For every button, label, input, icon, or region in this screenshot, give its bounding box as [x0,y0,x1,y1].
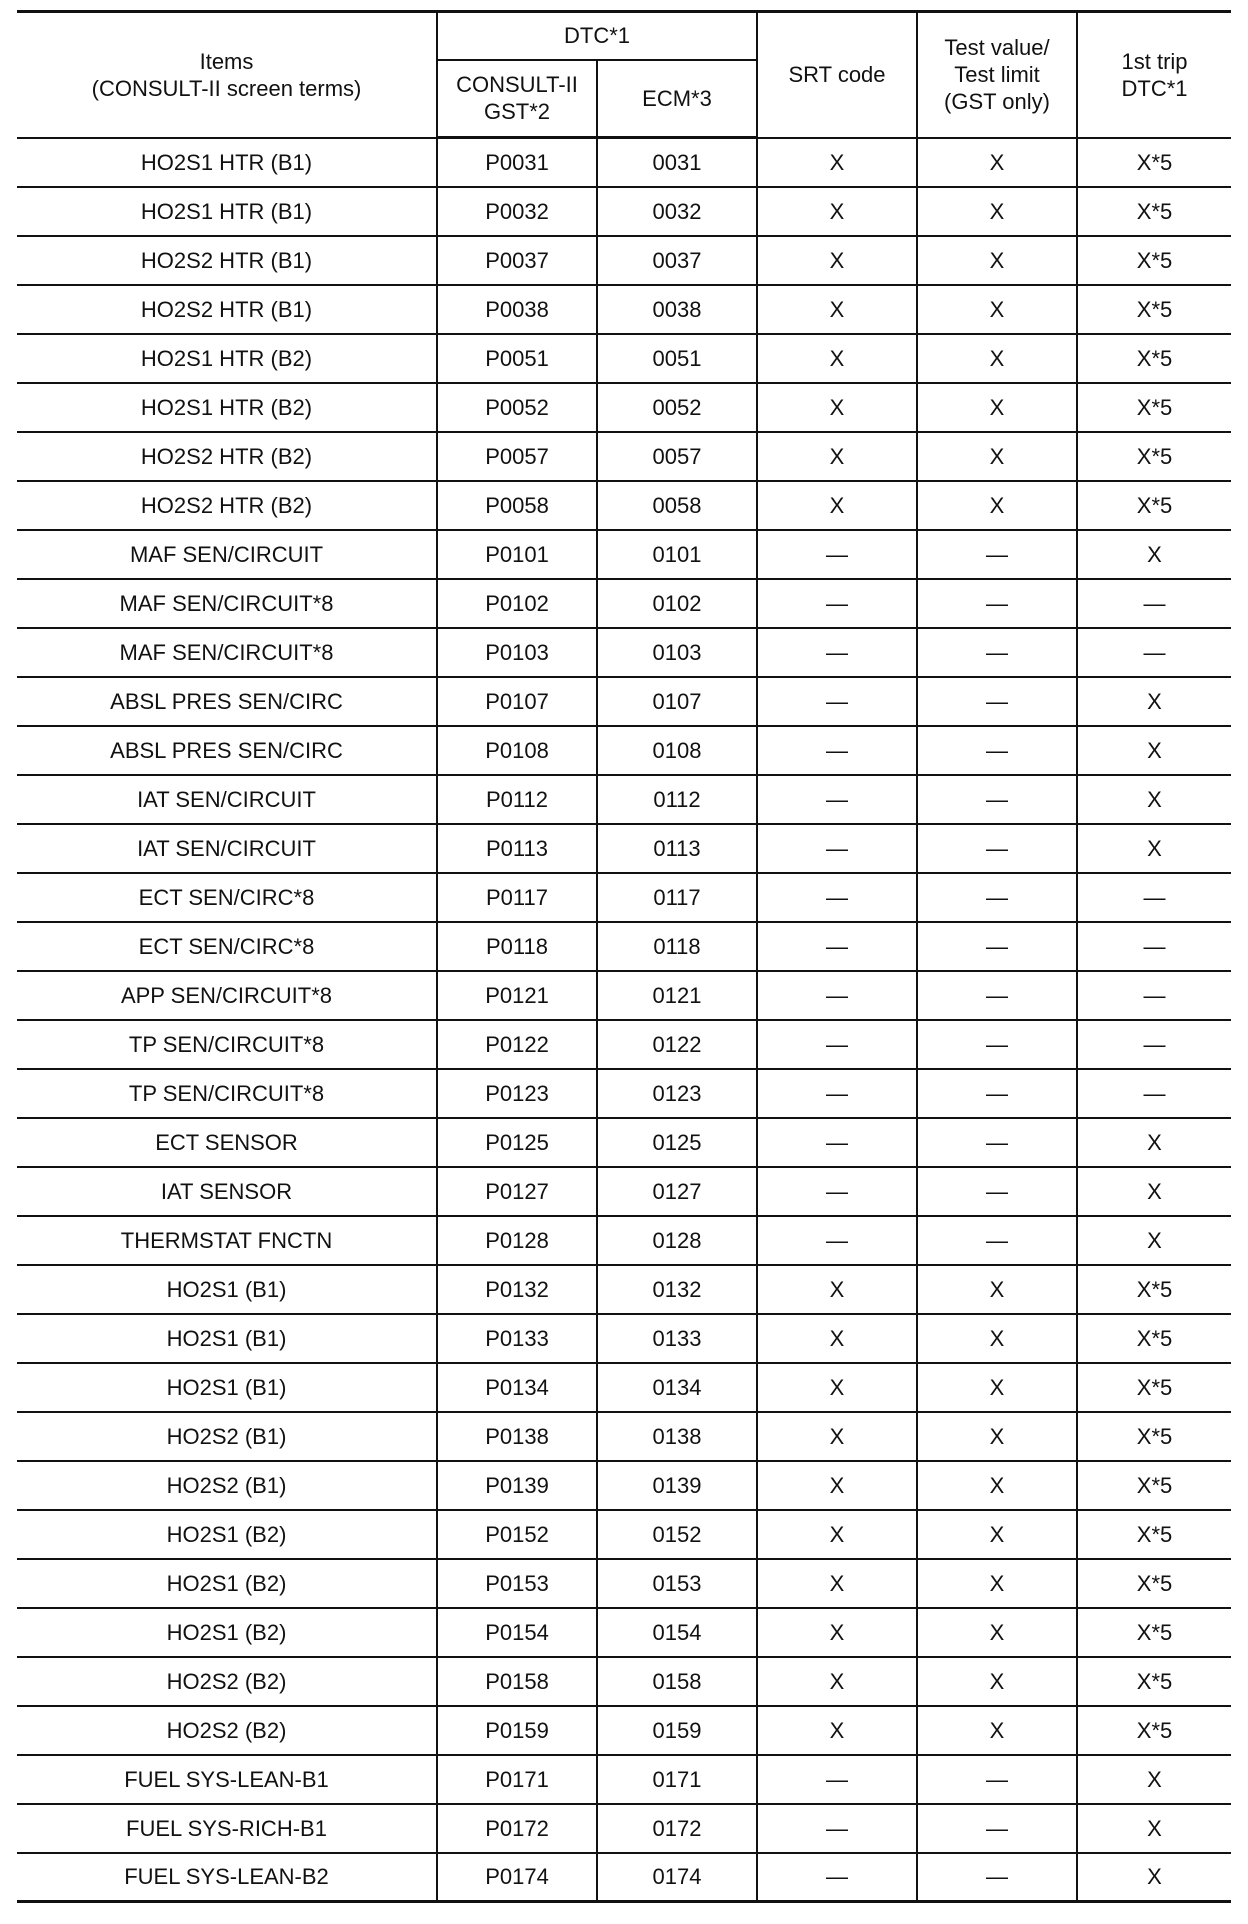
cell-first-trip: X*5 [1077,1510,1231,1559]
cell-consult-code: P0121 [437,971,597,1020]
header-items-line2: (CONSULT-II screen terms) [91,75,362,101]
cell-test-value: — [917,775,1077,824]
cell-item: IAT SENSOR [17,1167,437,1216]
cell-srt-code: X [757,236,917,285]
cell-consult-code: P0125 [437,1118,597,1167]
table-row [17,971,1231,1020]
table-row [17,1755,1231,1804]
table-row [17,1314,1231,1363]
cell-test-value: X [917,1461,1077,1510]
cell-consult-code: P0138 [437,1412,597,1461]
table-row [17,1706,1231,1755]
cell-ecm-code: 0037 [597,236,757,285]
table-row [17,432,1231,481]
cell-first-trip: X [1077,726,1231,775]
cell-test-value: X [917,187,1077,236]
cell-srt-code: X [757,334,917,383]
cell-item: HO2S1 (B1) [17,1265,437,1314]
cell-test-value: X [917,1314,1077,1363]
cell-test-value: — [917,1167,1077,1216]
cell-ecm-code: 0103 [597,628,757,677]
table-row [17,1265,1231,1314]
cell-first-trip: — [1077,971,1231,1020]
cell-first-trip: X*5 [1077,481,1231,530]
cell-ecm-code: 0152 [597,1510,757,1559]
cell-item: HO2S1 HTR (B2) [17,383,437,432]
table-row [17,1167,1231,1216]
cell-consult-code: P0103 [437,628,597,677]
cell-consult-code: P0174 [437,1853,597,1902]
cell-srt-code: — [757,1020,917,1069]
cell-srt-code: — [757,1216,917,1265]
cell-consult-code: P0112 [437,775,597,824]
cell-test-value: X [917,1657,1077,1706]
cell-test-value: — [917,530,1077,579]
cell-ecm-code: 0118 [597,922,757,971]
cell-item: HO2S2 (B2) [17,1657,437,1706]
table-row [17,824,1231,873]
cell-first-trip: X*5 [1077,285,1231,334]
cell-item: FUEL SYS-LEAN-B1 [17,1755,437,1804]
cell-item: HO2S1 (B1) [17,1314,437,1363]
cell-first-trip: X [1077,1167,1231,1216]
cell-item: HO2S1 (B1) [17,1363,437,1412]
cell-srt-code: X [757,1412,917,1461]
cell-first-trip: X [1077,530,1231,579]
cell-consult-code: P0101 [437,530,597,579]
cell-ecm-code: 0158 [597,1657,757,1706]
cell-ecm-code: 0123 [597,1069,757,1118]
cell-item: IAT SEN/CIRCUIT [17,775,437,824]
cell-first-trip: X [1077,1755,1231,1804]
cell-ecm-code: 0134 [597,1363,757,1412]
table-row [17,138,1231,187]
cell-srt-code: — [757,922,917,971]
cell-consult-code: P0032 [437,187,597,236]
cell-test-value: X [917,334,1077,383]
table-row [17,579,1231,628]
cell-item: HO2S1 (B2) [17,1608,437,1657]
cell-item: IAT SEN/CIRCUIT [17,824,437,873]
table-header [17,12,1231,138]
cell-srt-code: X [757,1265,917,1314]
cell-first-trip: X*5 [1077,432,1231,481]
header-consult-line2: GST*2 [483,99,551,125]
cell-first-trip: X [1077,1804,1231,1853]
cell-item: ECT SEN/CIRC*8 [17,922,437,971]
cell-consult-code: P0102 [437,579,597,628]
cell-first-trip: X [1077,824,1231,873]
cell-first-trip: — [1077,628,1231,677]
cell-first-trip: X [1077,1853,1231,1902]
cell-consult-code: P0153 [437,1559,597,1608]
cell-ecm-code: 0113 [597,824,757,873]
cell-srt-code: — [757,1804,917,1853]
header-test-line2: Test limit [954,62,1040,88]
cell-first-trip: X*5 [1077,1657,1231,1706]
cell-test-value: — [917,824,1077,873]
header-ecm: ECM*3 [597,60,757,138]
cell-test-value: X [917,1265,1077,1314]
table-row [17,775,1231,824]
cell-srt-code: X [757,187,917,236]
cell-ecm-code: 0112 [597,775,757,824]
cell-first-trip: X*5 [1077,1608,1231,1657]
cell-consult-code: P0037 [437,236,597,285]
cell-ecm-code: 0153 [597,1559,757,1608]
cell-srt-code: X [757,432,917,481]
cell-ecm-code: 0127 [597,1167,757,1216]
cell-first-trip: X*5 [1077,1314,1231,1363]
header-consult [437,60,597,138]
cell-test-value: — [917,677,1077,726]
table-row [17,236,1231,285]
cell-first-trip: X [1077,775,1231,824]
cell-test-value: X [917,1706,1077,1755]
table-body [17,138,1231,1902]
cell-test-value: X [917,138,1077,187]
cell-test-value: — [917,726,1077,775]
header-items [17,12,437,138]
cell-item: MAF SEN/CIRCUIT [17,530,437,579]
cell-srt-code: X [757,481,917,530]
cell-ecm-code: 0138 [597,1412,757,1461]
cell-first-trip: X [1077,677,1231,726]
table-row [17,530,1231,579]
cell-srt-code: — [757,775,917,824]
cell-srt-code: — [757,971,917,1020]
cell-srt-code: — [757,530,917,579]
cell-first-trip: X [1077,1216,1231,1265]
cell-consult-code: P0133 [437,1314,597,1363]
table-row [17,1216,1231,1265]
cell-test-value: — [917,628,1077,677]
cell-srt-code: — [757,579,917,628]
cell-test-value: X [917,432,1077,481]
table-row [17,383,1231,432]
cell-test-value: X [917,383,1077,432]
cell-item: MAF SEN/CIRCUIT*8 [17,628,437,677]
cell-consult-code: P0132 [437,1265,597,1314]
cell-srt-code: — [757,1853,917,1902]
cell-test-value: — [917,1069,1077,1118]
cell-item: APP SEN/CIRCUIT*8 [17,971,437,1020]
cell-consult-code: P0118 [437,922,597,971]
cell-ecm-code: 0159 [597,1706,757,1755]
cell-first-trip: X*5 [1077,1363,1231,1412]
cell-consult-code: P0128 [437,1216,597,1265]
cell-consult-code: P0172 [437,1804,597,1853]
cell-srt-code: — [757,726,917,775]
cell-consult-code: P0171 [437,1755,597,1804]
cell-item: HO2S2 (B1) [17,1412,437,1461]
cell-test-value: — [917,1020,1077,1069]
header-items-line1: Items [199,48,254,74]
cell-first-trip: X*5 [1077,187,1231,236]
cell-ecm-code: 0052 [597,383,757,432]
cell-test-value: — [917,579,1077,628]
cell-item: HO2S1 (B2) [17,1510,437,1559]
cell-consult-code: P0051 [437,334,597,383]
cell-item: TP SEN/CIRCUIT*8 [17,1069,437,1118]
cell-srt-code: X [757,138,917,187]
cell-first-trip: X*5 [1077,1461,1231,1510]
cell-ecm-code: 0032 [597,187,757,236]
header-trip-line2: DTC*1 [1121,75,1188,101]
cell-ecm-code: 0057 [597,432,757,481]
cell-consult-code: P0117 [437,873,597,922]
cell-srt-code: X [757,285,917,334]
cell-item: FUEL SYS-LEAN-B2 [17,1853,437,1902]
table-row [17,187,1231,236]
cell-ecm-code: 0171 [597,1755,757,1804]
cell-item: THERMSTAT FNCTN [17,1216,437,1265]
cell-ecm-code: 0128 [597,1216,757,1265]
cell-consult-code: P0154 [437,1608,597,1657]
cell-first-trip: X [1077,1118,1231,1167]
cell-test-value: — [917,1216,1077,1265]
cell-item: ABSL PRES SEN/CIRC [17,726,437,775]
cell-consult-code: P0108 [437,726,597,775]
cell-test-value: X [917,1559,1077,1608]
table-row [17,873,1231,922]
cell-first-trip: — [1077,1069,1231,1118]
cell-consult-code: P0113 [437,824,597,873]
cell-consult-code: P0139 [437,1461,597,1510]
dtc-table [17,10,1231,1903]
cell-test-value: — [917,971,1077,1020]
cell-consult-code: P0122 [437,1020,597,1069]
cell-srt-code: X [757,1608,917,1657]
cell-first-trip: X*5 [1077,1559,1231,1608]
cell-ecm-code: 0172 [597,1804,757,1853]
cell-ecm-code: 0101 [597,530,757,579]
table-row [17,1118,1231,1167]
cell-srt-code: X [757,1510,917,1559]
cell-item: HO2S2 (B1) [17,1461,437,1510]
cell-item: HO2S1 (B2) [17,1559,437,1608]
cell-item: HO2S2 HTR (B1) [17,236,437,285]
table-row [17,1559,1231,1608]
cell-first-trip: — [1077,873,1231,922]
cell-first-trip: X*5 [1077,1412,1231,1461]
cell-ecm-code: 0133 [597,1314,757,1363]
cell-srt-code: X [757,1559,917,1608]
cell-item: ECT SENSOR [17,1118,437,1167]
table-row [17,285,1231,334]
cell-srt-code: X [757,1706,917,1755]
cell-first-trip: X*5 [1077,1706,1231,1755]
cell-ecm-code: 0125 [597,1118,757,1167]
table-row [17,1412,1231,1461]
table-row [17,677,1231,726]
cell-first-trip: X*5 [1077,1265,1231,1314]
cell-item: ABSL PRES SEN/CIRC [17,677,437,726]
cell-item: ECT SEN/CIRC*8 [17,873,437,922]
cell-ecm-code: 0107 [597,677,757,726]
cell-item: HO2S2 HTR (B2) [17,432,437,481]
cell-first-trip: X*5 [1077,236,1231,285]
header-srt: SRT code [757,12,917,138]
table-row [17,1069,1231,1118]
cell-ecm-code: 0117 [597,873,757,922]
cell-ecm-code: 0174 [597,1853,757,1902]
cell-test-value: X [917,481,1077,530]
cell-consult-code: P0058 [437,481,597,530]
cell-srt-code: — [757,677,917,726]
cell-test-value: — [917,922,1077,971]
table-row [17,1020,1231,1069]
cell-test-value: — [917,1804,1077,1853]
cell-srt-code: X [757,1363,917,1412]
cell-first-trip: — [1077,579,1231,628]
cell-ecm-code: 0132 [597,1265,757,1314]
table-row [17,726,1231,775]
cell-first-trip: — [1077,1020,1231,1069]
table-row [17,1510,1231,1559]
header-trip-line1: 1st trip [1121,48,1188,74]
cell-ecm-code: 0154 [597,1608,757,1657]
header-consult-line1: CONSULT-II [456,72,578,98]
cell-ecm-code: 0121 [597,971,757,1020]
cell-ecm-code: 0031 [597,138,757,187]
cell-item: TP SEN/CIRCUIT*8 [17,1020,437,1069]
cell-ecm-code: 0108 [597,726,757,775]
cell-consult-code: P0057 [437,432,597,481]
cell-item: MAF SEN/CIRCUIT*8 [17,579,437,628]
table-row [17,922,1231,971]
cell-consult-code: P0107 [437,677,597,726]
cell-test-value: X [917,1510,1077,1559]
cell-ecm-code: 0058 [597,481,757,530]
cell-consult-code: P0152 [437,1510,597,1559]
cell-consult-code: P0158 [437,1657,597,1706]
cell-item: HO2S1 HTR (B1) [17,187,437,236]
cell-srt-code: — [757,1755,917,1804]
table-row [17,1461,1231,1510]
cell-ecm-code: 0122 [597,1020,757,1069]
table-row [17,1657,1231,1706]
cell-srt-code: X [757,1314,917,1363]
cell-consult-code: P0134 [437,1363,597,1412]
cell-srt-code: — [757,1118,917,1167]
cell-srt-code: X [757,1461,917,1510]
cell-test-value: X [917,1363,1077,1412]
cell-consult-code: P0038 [437,285,597,334]
cell-ecm-code: 0102 [597,579,757,628]
cell-item: HO2S2 HTR (B2) [17,481,437,530]
cell-test-value: X [917,1608,1077,1657]
cell-consult-code: P0159 [437,1706,597,1755]
table-row [17,1363,1231,1412]
cell-ecm-code: 0038 [597,285,757,334]
cell-test-value: — [917,1118,1077,1167]
header-test-line1: Test value/ [944,35,1050,61]
cell-item: HO2S1 HTR (B2) [17,334,437,383]
cell-srt-code: — [757,628,917,677]
cell-first-trip: X*5 [1077,138,1231,187]
cell-test-value: — [917,873,1077,922]
cell-test-value: — [917,1755,1077,1804]
header-first-trip [1077,12,1231,138]
cell-consult-code: P0127 [437,1167,597,1216]
header-dtc: DTC*1 [437,12,757,60]
cell-first-trip: X*5 [1077,334,1231,383]
header-test-line3: (GST only) [944,89,1050,115]
cell-item: HO2S2 (B2) [17,1706,437,1755]
table-row [17,628,1231,677]
table-row [17,334,1231,383]
table-row [17,1804,1231,1853]
cell-first-trip: — [1077,922,1231,971]
table-row [17,481,1231,530]
cell-test-value: X [917,285,1077,334]
cell-srt-code: — [757,1167,917,1216]
cell-item: HO2S2 HTR (B1) [17,285,437,334]
cell-item: HO2S1 HTR (B1) [17,138,437,187]
table-row [17,1608,1231,1657]
cell-first-trip: X*5 [1077,383,1231,432]
table-row [17,1853,1231,1902]
cell-ecm-code: 0051 [597,334,757,383]
cell-consult-code: P0123 [437,1069,597,1118]
cell-consult-code: P0052 [437,383,597,432]
cell-srt-code: — [757,1069,917,1118]
header-test-value [917,12,1077,138]
cell-item: FUEL SYS-RICH-B1 [17,1804,437,1853]
cell-srt-code: — [757,873,917,922]
cell-test-value: — [917,1853,1077,1902]
cell-srt-code: X [757,1657,917,1706]
cell-consult-code: P0031 [437,138,597,187]
cell-test-value: X [917,1412,1077,1461]
cell-test-value: X [917,236,1077,285]
cell-srt-code: X [757,383,917,432]
cell-ecm-code: 0139 [597,1461,757,1510]
cell-srt-code: — [757,824,917,873]
